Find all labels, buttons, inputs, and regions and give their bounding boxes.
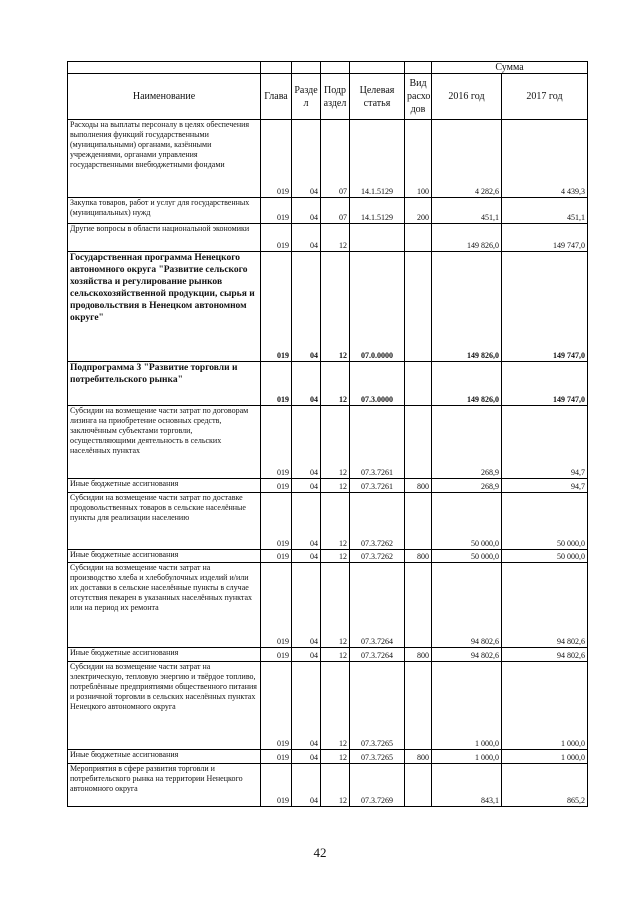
row-chapter: 019 [261,252,292,362]
row-subsection: 12 [321,479,350,493]
row-target: 07.3.7269 [350,764,405,807]
header-2016: 2016 год [432,74,502,120]
row-chapter: 019 [261,198,292,224]
row-kind [405,224,432,252]
row-2016: 149 826,0 [432,252,502,362]
table-row [68,764,588,807]
row-name: Закупка товаров, работ и услуг для государственных (муниципальных) нужд [68,198,261,224]
row-kind [405,563,432,648]
row-chapter: 019 [261,224,292,252]
row-kind [405,764,432,807]
row-chapter: 019 [261,563,292,648]
row-section: 04 [292,479,321,493]
row-target: 07.3.7262 [350,493,405,550]
row-2016: 94 802,6 [432,563,502,648]
row-target: 07.0.0000 [350,252,405,362]
row-2017: 50 000,0 [502,493,588,550]
row-2017: 865,2 [502,764,588,807]
row-target: 14.1.5129 [350,120,405,198]
header-empty-subsection [321,62,350,74]
row-subsection: 07 [321,120,350,198]
table-body [68,120,588,807]
row-kind: 800 [405,550,432,563]
row-section: 04 [292,662,321,750]
table-row [68,662,588,750]
header-kind: Вид расхо дов [405,74,432,120]
row-kind: 100 [405,120,432,198]
row-kind [405,662,432,750]
row-chapter: 019 [261,493,292,550]
header-section: Разде л [292,74,321,120]
row-target: 07.3.0000 [350,362,405,406]
row-kind: 800 [405,648,432,662]
row-subsection: 12 [321,550,350,563]
row-name: Другие вопросы в области национальной экономики [68,224,261,252]
row-subsection: 12 [321,662,350,750]
row-chapter: 019 [261,120,292,198]
row-2016: 4 282,6 [432,120,502,198]
row-target: 07.3.7262 [350,550,405,563]
row-name: Субсидии на возмещение части затрат на производство хлеба и хлебобулочных изделий и/или их доставки в сельские населённые пункты в случае отсутствия пекарен в указанных населённых пунктах или на период их ремонта [68,563,261,648]
row-2016: 50 000,0 [432,550,502,563]
row-2017: 1 000,0 [502,662,588,750]
row-target: 07.3.7265 [350,662,405,750]
row-section: 04 [292,550,321,563]
row-kind: 800 [405,750,432,764]
page-number: 42 [313,845,327,860]
row-section: 04 [292,224,321,252]
row-2017: 149 747,0 [502,224,588,252]
row-section: 04 [292,120,321,198]
row-subsection: 12 [321,406,350,479]
row-target: 07.3.7261 [350,406,405,479]
row-kind [405,493,432,550]
header-empty-name [68,62,261,74]
row-target: 07.3.7261 [350,479,405,493]
row-section: 04 [292,406,321,479]
table-row [68,362,588,406]
row-subsection: 12 [321,764,350,807]
row-target: 07.3.7264 [350,563,405,648]
row-section: 04 [292,252,321,362]
row-chapter: 019 [261,362,292,406]
table-row [68,750,588,764]
header-empty-section [292,62,321,74]
row-chapter: 019 [261,648,292,662]
row-section: 04 [292,563,321,648]
row-name: Субсидии на возмещение части затрат по доставке продовольственных товаров в сельские населённые пункты для реализации населению [68,493,261,550]
row-2016: 149 826,0 [432,224,502,252]
row-2016: 268,9 [432,406,502,479]
row-subsection: 12 [321,563,350,648]
row-chapter: 019 [261,750,292,764]
row-kind [405,252,432,362]
row-2017: 94,7 [502,406,588,479]
header-subsection: Подр аздел [321,74,350,120]
row-name: Иные бюджетные ассигнования [68,750,261,764]
row-section: 04 [292,362,321,406]
row-2017: 149 747,0 [502,362,588,406]
row-kind: 800 [405,479,432,493]
table-row [68,224,588,252]
table-row [68,550,588,563]
row-subsection: 12 [321,493,350,550]
row-section: 04 [292,493,321,550]
row-subsection: 12 [321,252,350,362]
table-row [68,493,588,550]
row-2016: 149 826,0 [432,362,502,406]
table-row [68,479,588,493]
row-name: Подпрограмма 3 "Развитие торговли и потребительского рынка" [68,362,261,406]
row-2017: 94 802,6 [502,648,588,662]
row-subsection: 12 [321,750,350,764]
row-2016: 1 000,0 [432,750,502,764]
row-section: 04 [292,648,321,662]
row-target [350,224,405,252]
row-chapter: 019 [261,406,292,479]
header-2017: 2017 год [502,74,588,120]
header-target: Целевая статья [350,74,405,120]
row-chapter: 019 [261,764,292,807]
row-name: Мероприятия в сфере развития торговли и потребительского рынка на территории Ненецкого автономного округа [68,764,261,807]
row-kind [405,362,432,406]
row-name: Субсидии на возмещение части затрат на электрическую, тепловую энергию и твёрдое топливо, потреблённые предприятиями общественного питания и розничной торговли в сельских населённых пунктах Ненецкого автономного округа [68,662,261,750]
header-empty-target [350,62,405,74]
row-2017: 451,1 [502,198,588,224]
row-2016: 843,1 [432,764,502,807]
header-empty-kind [405,62,432,74]
row-2017: 94,7 [502,479,588,493]
row-2016: 268,9 [432,479,502,493]
table-row [68,406,588,479]
budget-table [67,61,588,807]
row-target: 07.3.7265 [350,750,405,764]
row-subsection: 12 [321,224,350,252]
header-empty-chapter [261,62,292,74]
row-subsection: 12 [321,648,350,662]
row-name: Иные бюджетные ассигнования [68,479,261,493]
row-2016: 94 802,6 [432,648,502,662]
table-row [68,563,588,648]
row-chapter: 019 [261,550,292,563]
table-row [68,648,588,662]
row-subsection: 07 [321,198,350,224]
row-chapter: 019 [261,479,292,493]
row-kind [405,406,432,479]
row-subsection: 12 [321,362,350,406]
row-name: Государственная программа Ненецкого автономного округа "Развитие сельского хозяйства и регулирование рынков сельскохозяйственной продукции, сырья и продовольствия в Ненецком автономном округе" [68,252,261,362]
table-row [68,252,588,362]
table-row [68,198,588,224]
row-2017: 4 439,3 [502,120,588,198]
row-2017: 149 747,0 [502,252,588,362]
row-2017: 94 802,6 [502,563,588,648]
row-kind: 200 [405,198,432,224]
row-name: Субсидии на возмещение части затрат по договорам лизинга на приобретение основных средств, заключённым субъектами торговли, осуществляющими деятельность в сельских населённых пунктах [68,406,261,479]
row-2016: 451,1 [432,198,502,224]
header-name: Наименование [68,74,261,120]
table-row [68,120,588,198]
header-sum: Сумма [432,62,588,74]
row-section: 04 [292,198,321,224]
row-target: 07.3.7264 [350,648,405,662]
row-name: Иные бюджетные ассигнования [68,550,261,563]
row-chapter: 019 [261,662,292,750]
row-section: 04 [292,750,321,764]
row-2017: 50 000,0 [502,550,588,563]
row-2017: 1 000,0 [502,750,588,764]
row-2016: 1 000,0 [432,662,502,750]
row-section: 04 [292,764,321,807]
row-target: 14.1.5129 [350,198,405,224]
row-name: Иные бюджетные ассигнования [68,648,261,662]
header-chapter: Глава [261,74,292,120]
row-2016: 50 000,0 [432,493,502,550]
row-name: Расходы на выплаты персоналу в целях обеспечения выполнения функций государственными (муниципальными) органами, казёнными учреждениями, органами управления государственными внебюджетными фондами [68,120,261,198]
